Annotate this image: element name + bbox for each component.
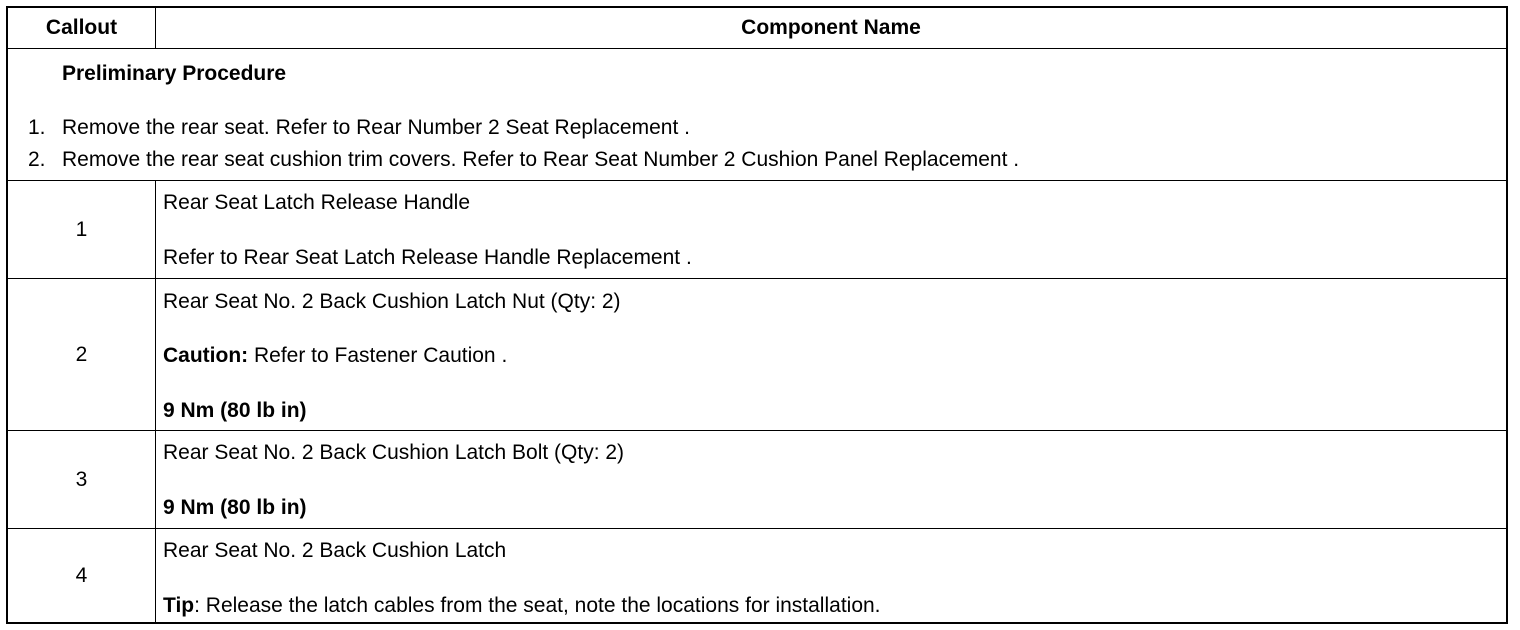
caution-line [163, 344, 507, 368]
table-row [8, 180, 1506, 278]
component-cell [156, 181, 1506, 278]
component-name: Rear Seat No. 2 Back Cushion Latch Bolt (Qty: 2) [163, 441, 625, 464]
component-name: Rear Seat No. 2 Back Cushion Latch [163, 539, 507, 562]
step-number: 1. [28, 116, 46, 139]
torque-spec: 9 Nm (80 lb in) [163, 399, 307, 422]
component-note: Refer to Rear Seat Latch Release Handle Replacement . [163, 246, 692, 269]
preliminary-title: Preliminary Procedure [62, 62, 287, 85]
callout-number: 2 [8, 279, 156, 430]
procedure-table [6, 6, 1508, 624]
callout-number: 3 [8, 431, 156, 528]
table-header-row [8, 8, 1506, 48]
component-name: Rear Seat Latch Release Handle [163, 191, 471, 214]
tip-text: : Release the latch cables from the seat, note the locations for installation. [194, 594, 881, 617]
component-cell [156, 529, 1506, 622]
component-cell [156, 431, 1506, 528]
table-row [8, 430, 1506, 528]
callout-number: 1 [8, 181, 156, 278]
tip-line [163, 594, 881, 618]
table-row [8, 278, 1506, 430]
torque-spec: 9 Nm (80 lb in) [163, 496, 307, 519]
component-name-header: Component Name [741, 16, 921, 39]
preliminary-procedure-row [8, 48, 1506, 180]
step-text: Remove the rear seat. Refer to Rear Number 2 Seat Replacement . [62, 116, 690, 139]
tip-label: Tip [163, 594, 195, 617]
table-row [8, 528, 1506, 622]
callout-number: 4 [8, 529, 156, 622]
caution-text: Refer to Fastener Caution . [248, 344, 508, 367]
step-number: 2. [28, 148, 46, 171]
component-cell [156, 279, 1506, 430]
caution-label: Caution: [163, 344, 249, 367]
callout-header: Callout [8, 8, 156, 48]
component-name: Rear Seat No. 2 Back Cushion Latch Nut (Qty: 2) [163, 290, 621, 313]
step-text: Remove the rear seat cushion trim covers. Refer to Rear Seat Number 2 Cushion Panel Replacement . [62, 148, 1020, 171]
